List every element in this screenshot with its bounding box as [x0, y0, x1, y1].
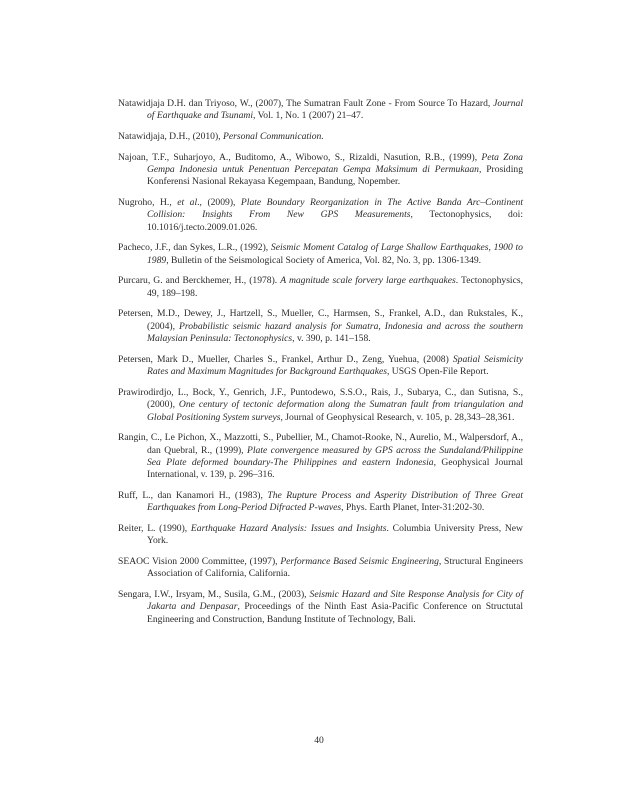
reference-text: , Journal of Geophysical Research, v. 105, p. 28,343–28,361.: [280, 411, 515, 423]
reference-text: , Structural Engineers Association of California, California.: [147, 556, 523, 580]
reference-italic-text: Probabilistic seismic hazard analysis for Sumatra, Indonesia and across the southern Malaysian Peninsula: Tectonophysics: [147, 320, 524, 345]
reference-italic-text: One century of tectonic deformation along the Sumatran fault from triangulation and Global Positioning System surveys: [147, 399, 523, 423]
reference-entry: [118, 152, 523, 189]
reference-text: , v. 390, p. 141–158.: [292, 333, 371, 345]
reference-text: , Geophysical Journal International, v. 139, p. 296–316.: [147, 457, 523, 481]
reference-text: Ruff, L., dan Kanamori H., (1983),: [118, 490, 268, 502]
reference-text: , Proceedings of the Ninth East Asia-Pacific Conference on Structutal Engineering and Construction, Bandung Institute of Technology, Bali.: [147, 601, 523, 625]
reference-entry: [118, 387, 523, 424]
reference-entry: [118, 242, 523, 267]
reference-text: Najoan, T.F., Suharjoyo, A., Buditomo, A., Wibowo, S., Rizaldi, Nasution, R.B., (1999),: [118, 151, 482, 163]
reference-text: , Bulletin of the Seismological Society of America, Vol. 82, No. 3, pp. 1306-1349.: [166, 254, 482, 266]
reference-italic-text: Seismic Moment Catalog of Large Shallow Earthquakes, 1900 to 1989: [147, 242, 523, 266]
reference-text: , USGS Open-File Report.: [386, 366, 489, 378]
reference-italic-text: Performance Based Seismic Engineering: [280, 556, 439, 568]
reference-text: Natawidjaja D.H. dan Triyoso, W., (2007), The Sumatran Fault Zone - From Source To Hazard,: [118, 98, 494, 109]
reference-list: [118, 98, 523, 634]
reference-entry: [118, 131, 523, 143]
reference-text: , Tectonophysics, doi: 10.1016/j.tecto.2009.01.026.: [147, 209, 523, 233]
reference-entry: [118, 523, 523, 548]
reference-text: Petersen, M.D., Dewey, J., Hartzell, S., Mueller, C., Harmsen, S., Frankel, A.D., dan Rukstales, K., (2004),: [118, 308, 523, 332]
reference-italic-text: Personal Communication.: [222, 131, 324, 142]
reference-italic-text: Journal of Earthquake and Tsunami: [147, 98, 523, 122]
reference-text: Nugroho, H.,: [118, 197, 178, 208]
reference-text: . Columbia University Press, New York.: [147, 523, 523, 547]
reference-text: Prawirodirdjo, L., Bock, Y., Genrich, J.F., Puntodewo, S.S.O., Rais, J., Subarya, C., dan Sutisna, S., (2000),: [118, 386, 523, 411]
reference-text: , Vol. 1, No. 1 (2007) 21–47.: [252, 110, 364, 122]
reference-text: Sengara, I.W., Irsyam, M., Susila, G.M., (2003),: [118, 589, 310, 601]
reference-entry: [118, 354, 523, 379]
reference-entry: [118, 432, 523, 482]
reference-entry: [118, 556, 523, 581]
reference-text: Natawidjaja, D.H., (2010),: [118, 131, 223, 142]
reference-text: Petersen, Mark D., Mueller, Charles S., Frankel, Arthur D., Zeng, Yuehua, (2008): [118, 353, 453, 365]
page-number: 40: [314, 735, 324, 746]
reference-entry: [118, 197, 523, 234]
reference-entry: [118, 275, 523, 300]
reference-entry: [118, 308, 523, 345]
reference-italic-text: Plate convergence measured by GPS across the Sundaland/Philippine Sea Plate deformed boundary-The Philippines and eastern Indonesia: [147, 444, 524, 469]
reference-text: SEAOC Vision 2000 Committee, (1997),: [118, 556, 281, 568]
reference-text: , Phys. Earth Planet, Inter-31:202-30.: [341, 502, 485, 514]
reference-italic-text: The Rupture Process and Asperity Distribution of Three Great Earthquakes from Long-Period Difracted P-waves: [147, 490, 523, 514]
reference-entry: [118, 98, 523, 123]
reference-text: . Tectonophysics, 49, 189–198.: [147, 275, 523, 299]
reference-text: Rangin, C., Le Pichon, X., Mazzotti, S., Pubellier, M., Chamot-Rooke, N., Aurelio, M., Walpersdorf, A., dan Quebral, R., (1999),: [118, 432, 523, 456]
reference-italic-text: Spatial Seismicity Rates and Maximum Magnitudes for Background Earthquakes: [147, 353, 523, 378]
reference-entry: [118, 490, 523, 515]
reference-text: Purcaru, G. and Berckhemer, H., (1978).: [118, 275, 281, 287]
reference-text: , Prosiding Konferensi Nasional Rekayasa Kegempaan, Bandung, Nopember.: [147, 164, 523, 188]
reference-italic-text: Earthquake Hazard Analysis: Issues and Insights: [190, 523, 387, 535]
reference-italic-text: Seismic Hazard and Site Response Analysis for City of Jakarta and Denpasar: [147, 589, 524, 613]
reference-italic-text: Plate Boundary Reorganization in The Active Banda Arc–Continent Collision: Insights From New GPS Measurements: [147, 197, 523, 221]
reference-text: Reiter, L. (1990),: [118, 523, 191, 535]
reference-italic-text: Peta Zona Gempa Indonesia untuk Penentuan Percepatan Gempa Maksimum di Permukaan: [147, 151, 523, 175]
reference-italic-text: A magnitude scale forvery large earthquakes: [280, 275, 456, 287]
reference-text: ., (2009),: [197, 197, 241, 208]
reference-text: Pacheco, J.F., dan Sykes, L.R., (1992),: [118, 242, 271, 254]
reference-entry: [118, 589, 523, 626]
reference-italic-text: et al: [177, 197, 198, 208]
